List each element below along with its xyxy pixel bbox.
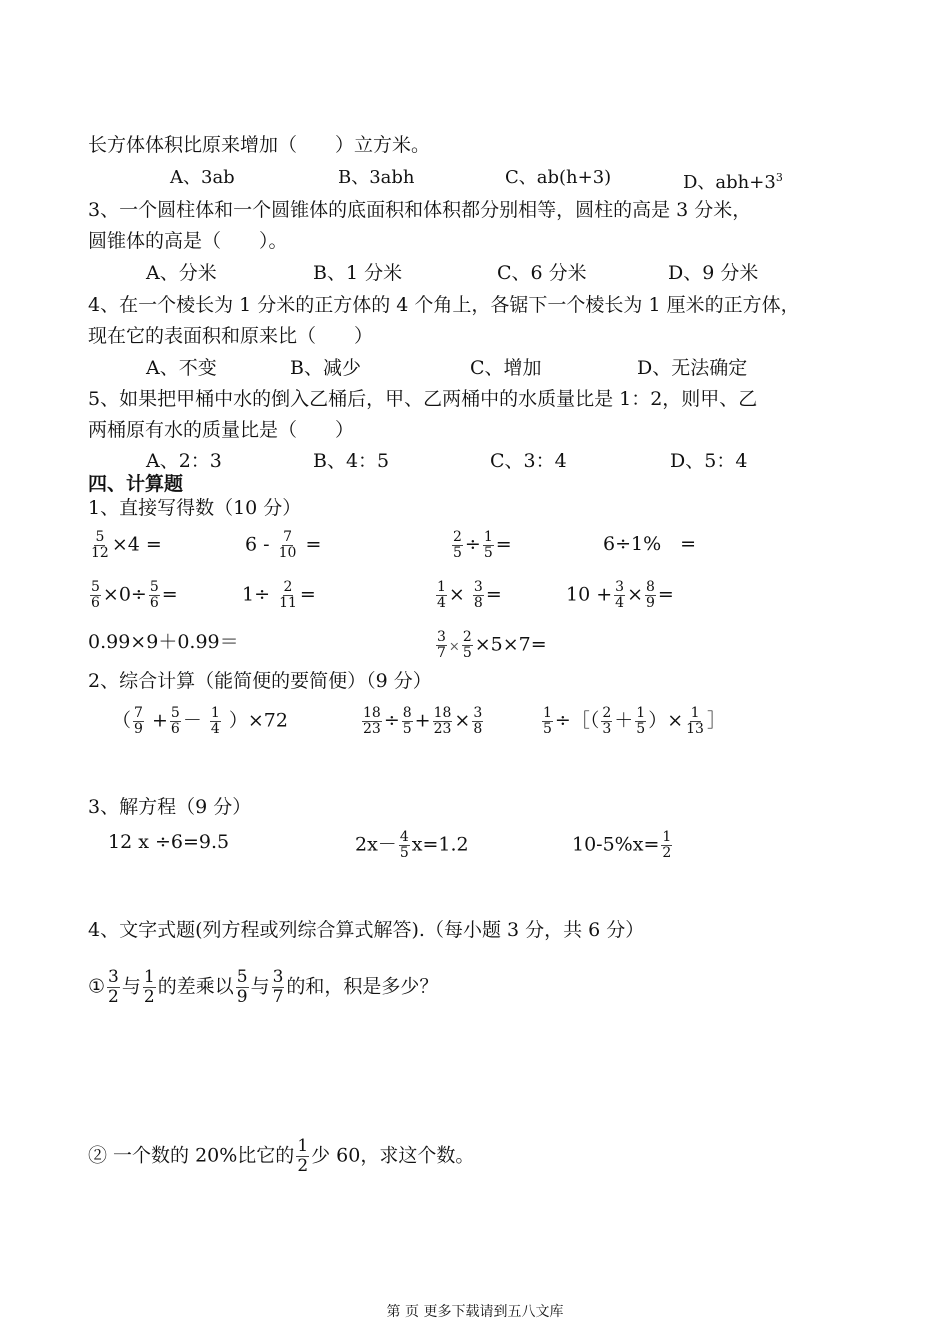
fraction: $\frac{3}{2}$: [108, 967, 119, 1007]
q5-option-a: A、2：3: [146, 450, 222, 472]
q4-option-a: A、不变: [146, 357, 217, 379]
fraction: $\frac{4}{5}$: [399, 829, 409, 861]
section4-sub3: 3、解方程（9 分）: [88, 796, 252, 818]
section4-sub4: 4、文字式题(列方程或列综合算式解答).（每小题 3 分，共 6 分）: [88, 919, 645, 941]
fraction: $\frac{3}{8}$: [473, 579, 483, 611]
direct-e3: $\frac{2}{5}$ ÷ $\frac{1}{5}$ =: [453, 529, 512, 561]
comp-c1: （ $\frac{7}{9}$ + $\frac{5}{6}$ － $\frac{1}{4}$ ）×72: [112, 705, 288, 737]
fraction: $\frac{1}{2}$: [662, 829, 672, 861]
comp-c3: $\frac{1}{5}$ ÷［（ $\frac{2}{3}$ ＋ $\frac{1}{5}$ ）× $\frac{1}{13}$ ］: [543, 705, 726, 737]
direct-e2: 6 - $\frac{7}{10}$ =: [245, 529, 322, 561]
fraction: $\frac{5}{12}$: [91, 529, 109, 561]
q2-option-b: B、3abh: [338, 167, 415, 188]
fraction: $\frac{1}{13}$: [686, 705, 704, 737]
q3-option-d: D、9 分米: [668, 262, 759, 284]
direct-e7: $\frac{1}{4}$ × $\frac{3}{8}$ =: [437, 579, 502, 611]
q2-option-d: D、$abh+3^3$: [683, 171, 783, 193]
fraction: $\frac{5}{9}$: [236, 967, 248, 1007]
section4-sub2: 2、综合计算（能简便的要简便）（9 分）: [88, 670, 432, 692]
q4-option-b: B、减少: [290, 357, 361, 379]
fraction: $\frac{7}{10}$: [278, 529, 297, 561]
fraction: $\frac{1}{5}$: [636, 705, 646, 737]
q5-line2: 两桶原有水的质量比是（ ）: [88, 419, 355, 441]
direct-e1: $\frac{5}{12}$ ×4 =: [91, 529, 162, 561]
fraction: $\frac{2}{3}$: [602, 705, 612, 737]
direct-e5: $\frac{5}{6}$ ×0÷ $\frac{5}{6}$ =: [91, 579, 178, 611]
fraction: $\frac{8}{9}$: [645, 579, 655, 611]
fraction: $\frac{1}{4}$: [437, 579, 446, 611]
fraction: $\frac{3}{4}$: [615, 579, 625, 611]
fraction: $\frac{5}{6}$: [170, 705, 180, 737]
fraction: $\frac{3}{7}$: [272, 967, 284, 1007]
fraction: $\frac{1}{2}$: [297, 1136, 309, 1176]
page-footer: 第 页 更多下载请到五八文库: [386, 1304, 564, 1320]
q2-option-c: C、ab(h+3): [505, 167, 612, 188]
q5-line1: 5、如果把甲桶中水的倒入乙桶后，甲、乙两桶中的水质量比是 1：2，则甲、乙: [88, 388, 758, 410]
direct-e9: 0.99×9＋0.99＝: [88, 631, 239, 653]
direct-e8: 10 + $\frac{3}{4}$ × $\frac{8}{9}$ =: [566, 579, 674, 611]
q3-line2: 圆锥体的高是（ ）。: [88, 230, 288, 252]
q5-option-c: C、3：4: [490, 450, 567, 472]
word-w2: ② 一个数的 20%比它的 $\frac{1}{2}$ 少 60，求这个数。: [88, 1136, 475, 1176]
q5-option-d: D、5：4: [670, 450, 748, 472]
q4-option-c: C、增加: [470, 357, 542, 379]
fraction: $\frac{3}{7}$: [437, 629, 446, 661]
fraction: $\frac{5}{6}$: [149, 579, 159, 611]
q2-option-a: A、3ab: [170, 167, 235, 188]
fraction: $\frac{2}{11}$: [279, 579, 297, 611]
fraction: $\frac{1}{5}$: [543, 705, 552, 737]
section4-title: 四、计算题: [88, 473, 184, 495]
eq-e3: 10-5%x= $\frac{1}{2}$: [572, 829, 672, 861]
q4-line2: 现在它的表面积和原来比（ ）: [88, 325, 374, 347]
fraction: $\frac{8}{5}$: [402, 705, 412, 737]
direct-e10: $\frac{3}{7}$ × $\frac{2}{5}$ ×5×7=: [437, 629, 547, 661]
fraction: $\frac{2}{5}$: [462, 629, 472, 661]
eq-e1: 12 x ÷6=9.5: [108, 831, 230, 853]
fraction: $\frac{3}{8}$: [473, 705, 483, 737]
q3-option-a: A、分米: [146, 262, 217, 284]
fraction: $\frac{18}{23}$: [363, 705, 381, 737]
fraction: $\frac{5}{6}$: [91, 579, 100, 611]
q2-tail: 长方体体积比原来增加（ ）立方米。: [88, 134, 431, 156]
fraction: $\frac{1}{4}$: [210, 705, 220, 737]
q3-option-b: B、1 分米: [313, 262, 403, 284]
q4-option-d: D、无法确定: [637, 357, 748, 379]
q3-option-c: C、6 分米: [497, 262, 587, 284]
section4-sub1: 1、直接写得数（10 分）: [88, 497, 302, 519]
fraction: $\frac{7}{9}$: [134, 705, 143, 737]
fraction: $\frac{1}{5}$: [483, 529, 493, 561]
word-w1: ① $\frac{3}{2}$ 与 $\frac{1}{2}$ 的差乘以 $\frac{5}{9}$ 与 $\frac{3}{7}$ 的和，积是多少？: [88, 967, 439, 1007]
q5-option-b: B、4：5: [313, 450, 390, 472]
eq-e2: 2x－ $\frac{4}{5}$ x=1.2: [355, 829, 469, 861]
q3-line1: 3、一个圆柱体和一个圆锥体的底面积和体积都分别相等，圆柱的高是 3 分米，: [88, 199, 752, 221]
q4-line1: 4、在一个棱长为 1 分米的正方体的 4 个角上，各锯下一个棱长为 1 厘米的正方体，: [88, 294, 800, 316]
fraction: $\frac{1}{2}$: [143, 967, 155, 1007]
comp-c2: $\frac{18}{23}$ ÷ $\frac{8}{5}$ + $\frac{18}{23}$ × $\frac{3}{8}$: [363, 705, 483, 737]
direct-e4: 6÷1% =: [603, 533, 697, 555]
direct-e6: 1÷ $\frac{2}{11}$ =: [242, 579, 316, 611]
fraction: $\frac{2}{5}$: [453, 529, 462, 561]
fraction: $\frac{18}{23}$: [433, 705, 452, 737]
